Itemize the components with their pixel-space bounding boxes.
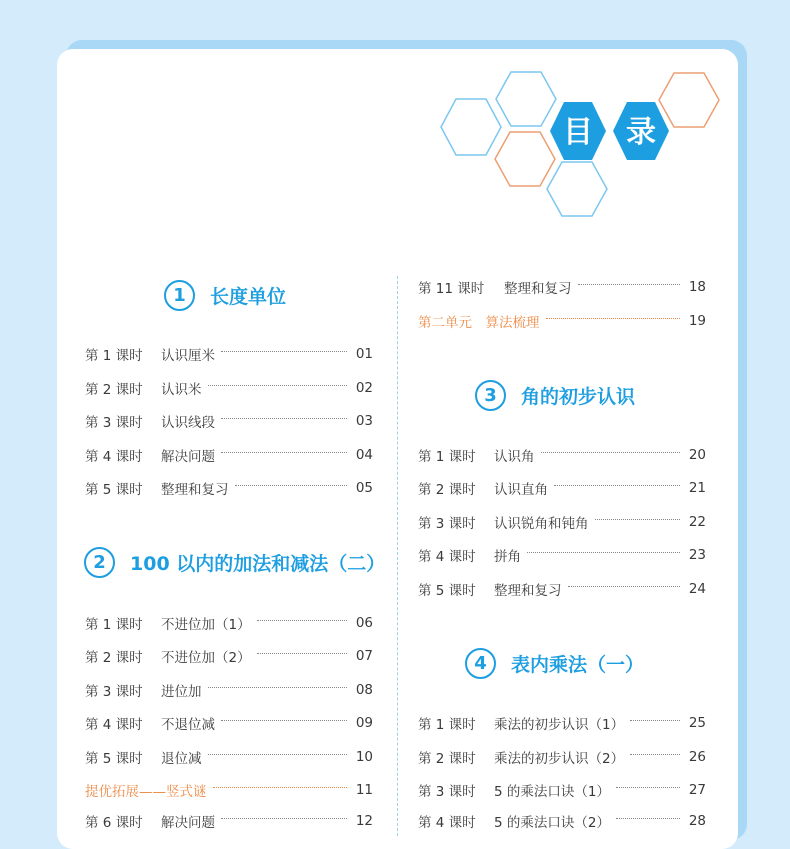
- lesson-title: 认识直角: [494, 482, 548, 498]
- toc-row[interactable]: [85, 445, 373, 465]
- lesson-label: 第 1 课时: [85, 617, 143, 633]
- unit-number-badge: 4: [465, 648, 496, 679]
- page-number: 01: [355, 346, 373, 362]
- page-number: 28: [688, 813, 706, 829]
- leader-dots: [221, 351, 347, 352]
- section-title: 提优拓展——竖式谜: [85, 784, 207, 800]
- page-number: 22: [688, 514, 706, 530]
- page-number: 11: [355, 782, 373, 798]
- lesson-label: 第 1 课时: [418, 449, 476, 465]
- unit-3-heading: [475, 380, 635, 411]
- page-number: 25: [688, 715, 706, 731]
- hexagon-outline-icon: [441, 99, 501, 155]
- lesson-title: 解决问题: [161, 449, 215, 465]
- unit-title: 长度单位: [210, 286, 287, 308]
- unit-number-badge: 3: [475, 380, 506, 411]
- lesson-label: 第 3 课时: [418, 516, 476, 532]
- toc-row-summary[interactable]: [418, 311, 706, 331]
- toc-row[interactable]: [418, 445, 706, 465]
- page-number: 23: [688, 547, 706, 563]
- unit-4-heading: [465, 648, 644, 679]
- leader-dots: [578, 284, 681, 285]
- page-number: 03: [355, 413, 373, 429]
- page-number: 26: [688, 749, 706, 765]
- toc-row[interactable]: [418, 811, 706, 831]
- toc-row[interactable]: [418, 747, 706, 767]
- lesson-title: 认识角: [494, 449, 535, 465]
- page-number: 19: [688, 313, 706, 329]
- leader-dots: [616, 818, 680, 819]
- page-number: 12: [355, 813, 373, 829]
- lesson-label: 第 6 课时: [85, 815, 143, 831]
- lesson-label: 第 2 课时: [418, 751, 476, 767]
- lesson-label: 第 4 课时: [418, 549, 476, 565]
- unit-title: 表内乘法（一）: [511, 654, 645, 676]
- unit-title: 100 以内的加法和减法（二）: [130, 553, 386, 575]
- hexagon-outline-icon: [495, 132, 555, 186]
- leader-dots: [208, 687, 348, 688]
- page-number: 09: [355, 715, 373, 731]
- title-char-1: 目: [563, 115, 593, 150]
- page-number: 24: [688, 581, 706, 597]
- page-number: 10: [355, 749, 373, 765]
- lesson-label: 第 3 课时: [418, 784, 476, 800]
- hexagon-outline-icon: [659, 73, 719, 127]
- page-number: 06: [355, 615, 373, 631]
- leader-dots: [541, 452, 681, 453]
- lesson-title: 整理和复习: [494, 583, 562, 599]
- toc-row[interactable]: [418, 579, 706, 599]
- page-number: 07: [355, 648, 373, 664]
- unit-2-heading: [84, 547, 385, 578]
- page-number: 08: [355, 682, 373, 698]
- lesson-label: 第 4 课时: [85, 717, 143, 733]
- leader-dots: [221, 720, 347, 721]
- leader-dots: [221, 418, 347, 419]
- page-number: 05: [355, 480, 373, 496]
- toc-row[interactable]: [85, 378, 373, 398]
- lesson-title: 5 的乘法口诀（1）: [494, 784, 610, 800]
- lesson-label: 第 5 课时: [418, 583, 476, 599]
- leader-dots: [616, 787, 680, 788]
- leader-dots: [546, 318, 681, 319]
- lesson-title: 不退位减: [161, 717, 215, 733]
- lesson-label: 第 2 课时: [85, 650, 143, 666]
- lesson-title: 认识锐角和钝角: [494, 516, 589, 532]
- toc-row[interactable]: [85, 411, 373, 431]
- toc-row[interactable]: [418, 277, 706, 297]
- toc-row[interactable]: [418, 545, 706, 565]
- toc-row[interactable]: [85, 811, 373, 831]
- leader-dots: [595, 519, 681, 520]
- leader-dots: [554, 485, 680, 486]
- lesson-title: 不进位加（2）: [161, 650, 251, 666]
- lesson-title: 解决问题: [161, 815, 215, 831]
- toc-row[interactable]: [85, 680, 373, 700]
- page-number: 04: [355, 447, 373, 463]
- page-number: 21: [688, 480, 706, 496]
- leader-dots: [208, 385, 348, 386]
- unit-number-badge: 2: [84, 547, 115, 578]
- unit-title: 角的初步认识: [521, 386, 636, 408]
- toc-row[interactable]: [85, 344, 373, 364]
- lesson-label: 第 11 课时: [418, 281, 485, 297]
- lesson-label: 第 1 课时: [418, 717, 476, 733]
- lesson-title: 5 的乘法口诀（2）: [494, 815, 610, 831]
- lesson-title: 进位加: [161, 684, 202, 700]
- lesson-title: 拼角: [494, 549, 521, 565]
- lesson-label: 第 3 课时: [85, 415, 143, 431]
- toc-row[interactable]: [85, 478, 373, 498]
- toc-row[interactable]: [85, 613, 373, 633]
- leader-dots: [568, 586, 681, 587]
- lesson-label: 第 2 课时: [85, 382, 143, 398]
- page-number: 20: [688, 447, 706, 463]
- column-divider: [397, 276, 398, 836]
- lesson-title: 退位减: [161, 751, 202, 767]
- lesson-title: 乘法的初步认识（1）: [494, 717, 625, 733]
- page-number: 02: [355, 380, 373, 396]
- toc-row[interactable]: [418, 478, 706, 498]
- unit-number-badge: 1: [164, 280, 195, 311]
- hexagon-outline-icon: [496, 72, 556, 126]
- leader-dots: [221, 452, 347, 453]
- lesson-label: 第 2 课时: [418, 482, 476, 498]
- section-title: 第二单元 算法梳理: [418, 315, 540, 331]
- toc-row-extension[interactable]: [85, 780, 373, 800]
- lesson-title: 认识线段: [161, 415, 215, 431]
- toc-row[interactable]: [418, 780, 706, 800]
- toc-row[interactable]: [85, 646, 373, 666]
- lesson-label: 第 4 课时: [85, 449, 143, 465]
- lesson-label: 第 1 课时: [85, 348, 143, 364]
- lesson-title: 认识米: [161, 382, 202, 398]
- lesson-title: 整理和复习: [504, 281, 572, 297]
- lesson-label: 第 5 课时: [85, 751, 143, 767]
- toc-row[interactable]: [418, 512, 706, 532]
- lesson-label: 第 5 课时: [85, 482, 143, 498]
- lesson-label: 第 3 课时: [85, 684, 143, 700]
- leader-dots: [213, 787, 348, 788]
- page-number: 27: [688, 782, 706, 798]
- lesson-label: 第 4 课时: [418, 815, 476, 831]
- lesson-title: 整理和复习: [161, 482, 229, 498]
- title-char-2: 录: [626, 115, 656, 150]
- leader-dots: [208, 754, 348, 755]
- leader-dots: [630, 754, 680, 755]
- leader-dots: [257, 653, 347, 654]
- unit-1-heading: [164, 280, 286, 311]
- page-number: 18: [688, 279, 706, 295]
- hexagon-outline-icon: [547, 162, 607, 216]
- hexagon-title-decoration: [436, 68, 726, 220]
- toc-row[interactable]: [85, 747, 373, 767]
- toc-row[interactable]: [418, 713, 706, 733]
- lesson-title: 不进位加（1）: [161, 617, 251, 633]
- lesson-title: 认识厘米: [161, 348, 215, 364]
- leader-dots: [630, 720, 680, 721]
- toc-row[interactable]: [85, 713, 373, 733]
- leader-dots: [221, 818, 347, 819]
- leader-dots: [527, 552, 680, 553]
- leader-dots: [257, 620, 347, 621]
- lesson-title: 乘法的初步认识（2）: [494, 751, 625, 767]
- leader-dots: [235, 485, 348, 486]
